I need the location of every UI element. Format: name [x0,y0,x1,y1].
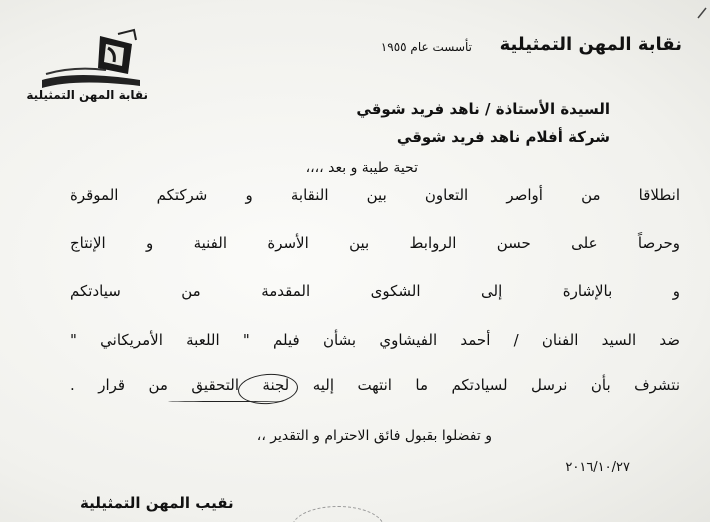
handwritten-underline-mark [168,401,284,402]
recipient-name: السيدة الأستاذة / ناهد فريد شوقي [356,100,610,118]
body-line-3: و بالإشارة إلى الشكوى المقدمة من سيادتكم [70,282,680,300]
union-name-header: نقابة المهن التمثيلية [499,34,682,55]
logo-caption: نقابة المهن التمثيلية [26,88,148,102]
founded-year: تأسست عام ١٩٥٥ [380,40,472,54]
greeting: تحية طيبة و بعد ،،،، [305,160,418,176]
body-line-5: نتشرف بأن نرسل لسيادتكم ما انتهت إليه لجنة التحقيق من قرار . [70,376,680,394]
scan-corner-mark [696,6,708,20]
body-line-1: انطلاقا من أواصر التعاون بين النقابة و شركتكم الموقرة [70,186,680,204]
stamp-mark [292,506,384,522]
body-line-2: وحرصاً على حسن الروابط بين الأسرة الفنية و الإنتاج [70,234,680,252]
letter-date: ٢٠١٦/١٠/٢٧ [565,460,630,475]
closing-line: و تفضلوا بقبول فائق الاحترام و التقدير ،، [256,428,492,444]
body-line-4: ضد السيد الفنان / أحمد الفيشاوي بشأن فيلم " اللعبة الأمريكاني " [70,331,680,349]
recipient-company: شركة أفلام ناهد فريد شوقي [396,128,610,146]
signature-title: نقيب المهن التمثيلية [80,494,234,512]
